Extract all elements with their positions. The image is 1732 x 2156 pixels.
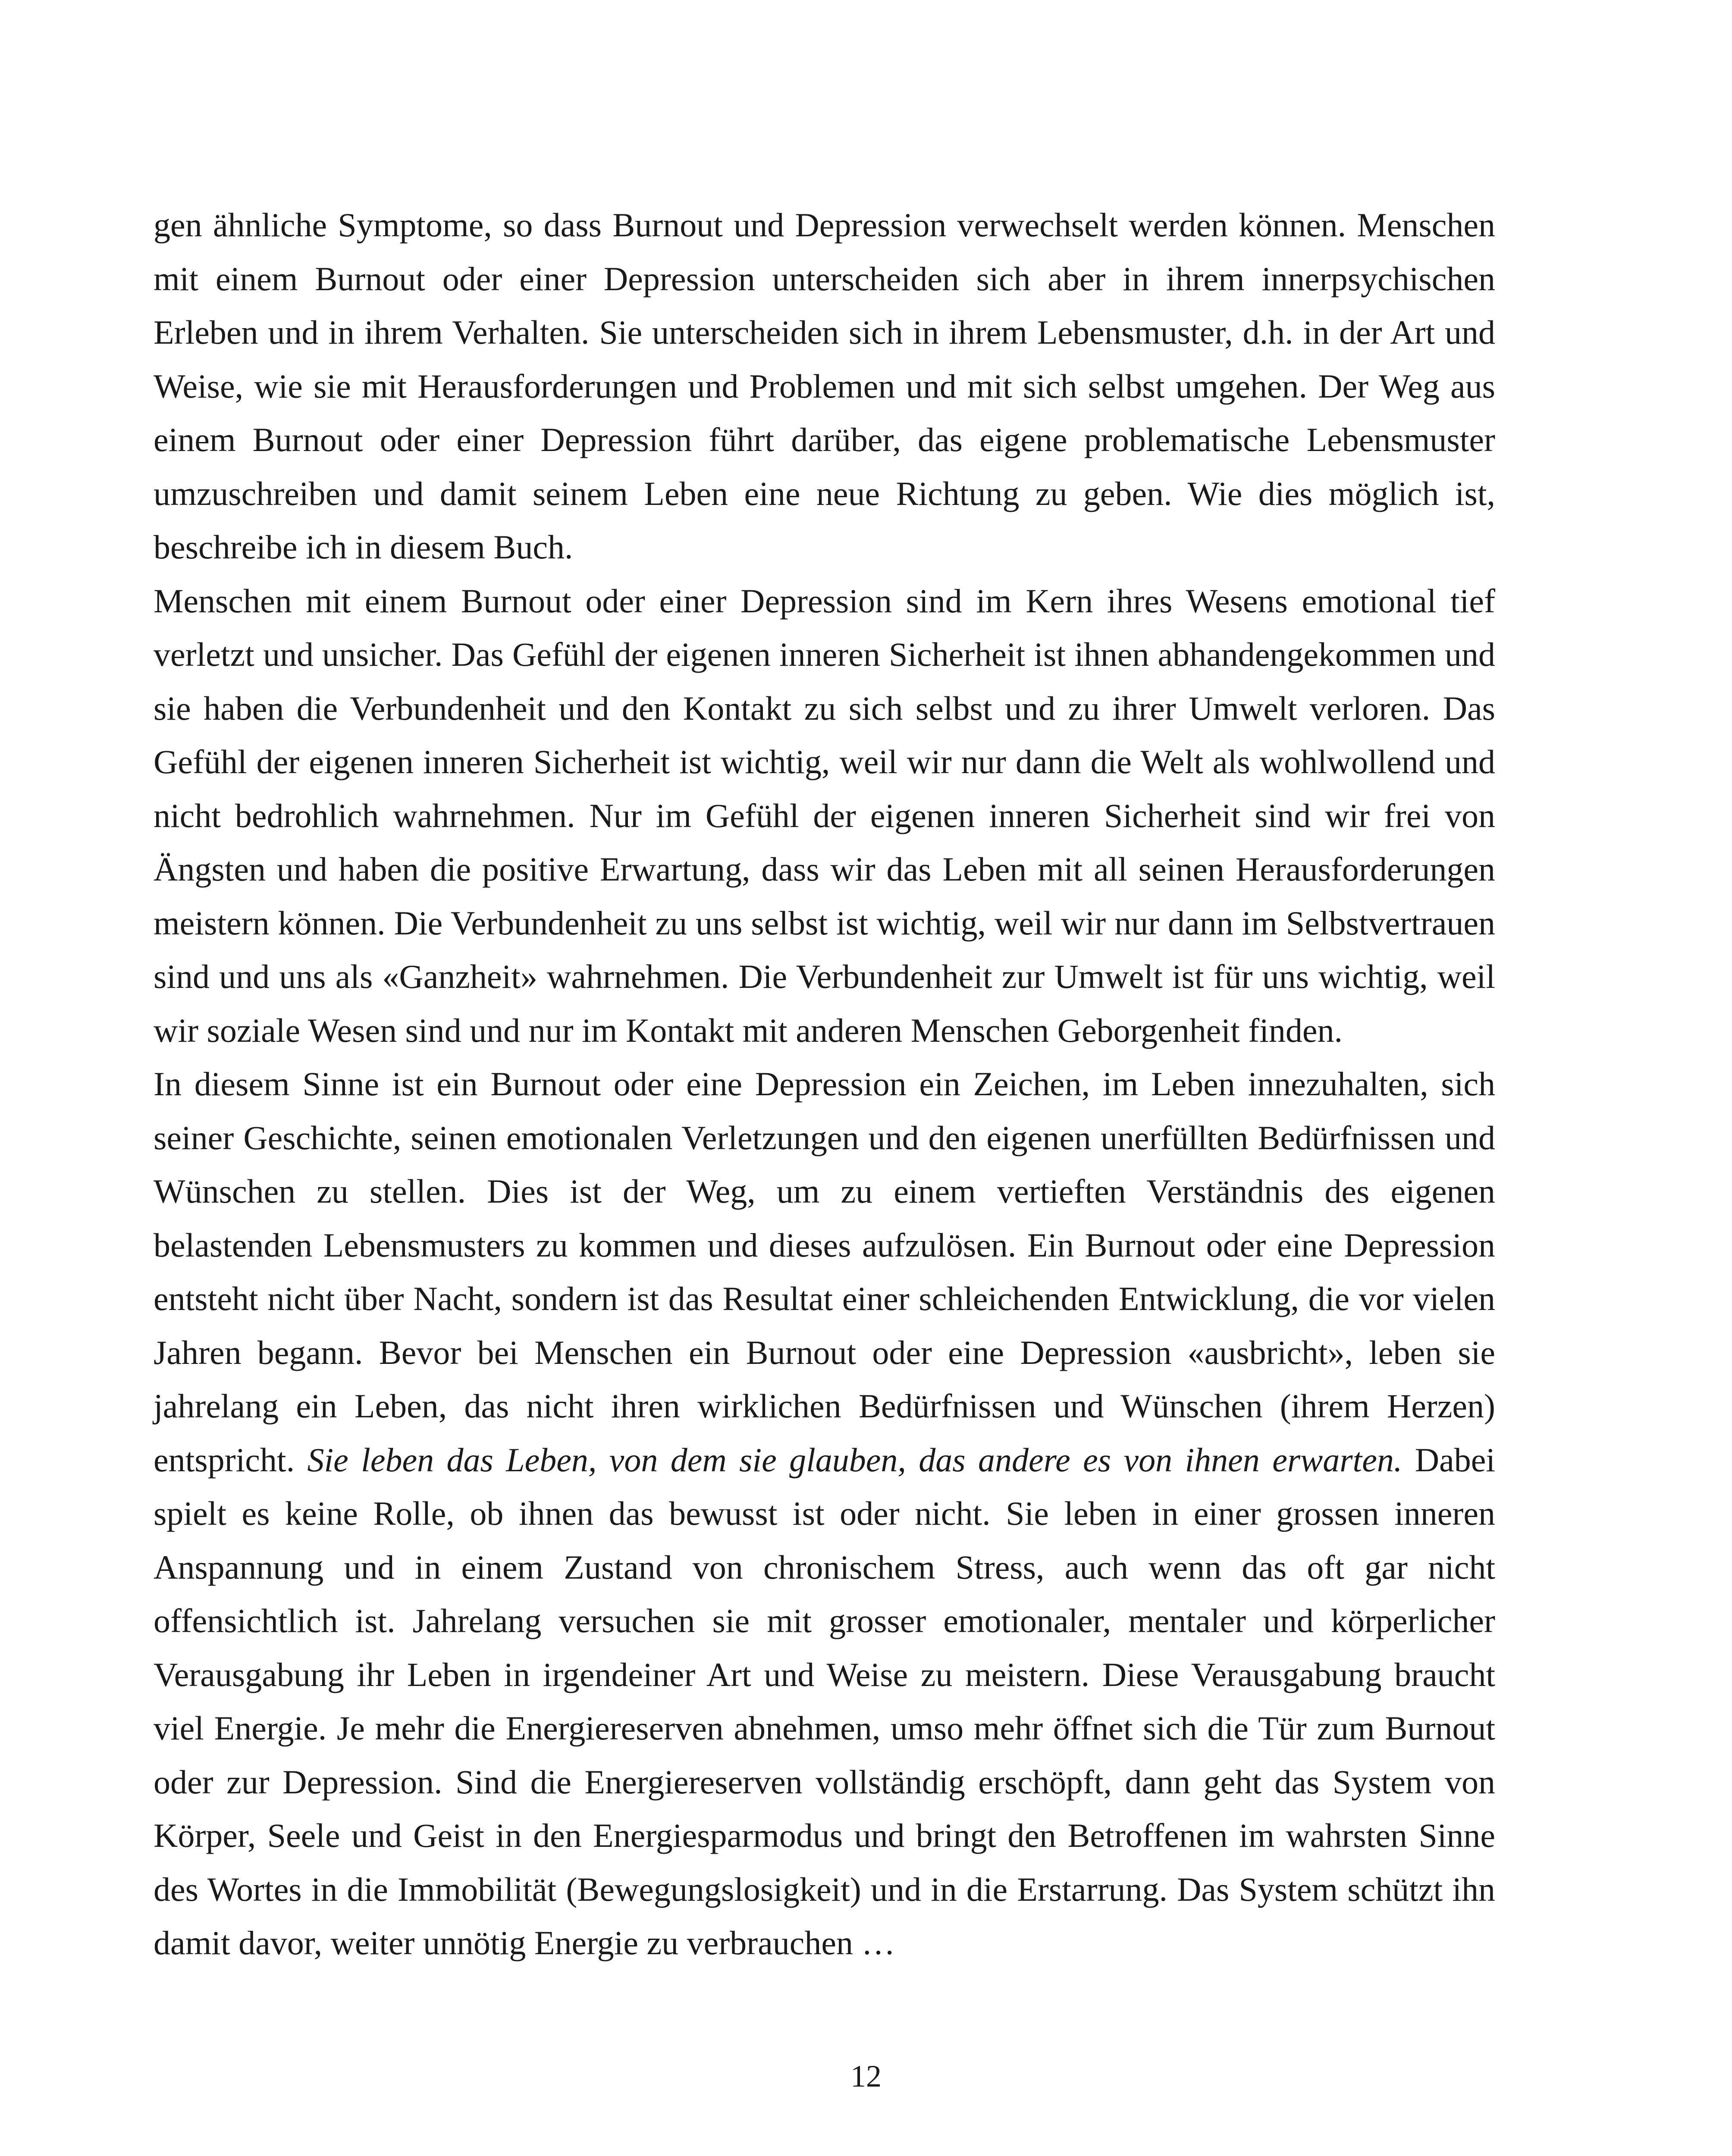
paragraph-1 [154,198,1495,574]
italic-emphasis: Sie leben das Leben, von dem sie glauben, das andere es von ihnen erwarten. [307,1441,1403,1479]
paragraph-text: gen ähnliche Symptome, so dass Burnout und Depression verwechselt werden können. Menschen mit einem Burnout oder einer Depression unterscheiden sich aber in ihrem innerpsychischen Erleben und in ihrem Verhalten. Sie unterscheiden sich in ihrem Lebensmuster, d.h. in der Art und Weise, wie sie mit Herausforderungen und Problemen und mit sich selbst umgehen. Der Weg aus einem Burnout oder einer Depression führt darüber, das eigene problematische Lebensmuster umzuschreiben und damit seinem Leben eine neue Richtung zu geben. Wie dies möglich ist, beschreibe ich in diesem Buch. [154,206,1495,566]
paragraph-3 [154,1057,1495,1970]
paragraph-2 [154,574,1495,1058]
page-number: 12 [850,2059,882,2093]
body-text [154,198,1495,1970]
paragraph-text: Menschen mit einem Burnout oder einer Depression sind im Kern ihres Wesens emotional tief verletzt und unsicher. Das Gefühl der eigenen inneren Sicherheit ist ihnen abhandengekommen und sie haben die Verbundenheit und den Kontakt zu sich selbst und zu ihrer Umwelt verloren. Das Gefühl der eigenen inneren Sicherheit ist wichtig, weil wir nur dann die Welt als wohlwollend und nicht bedrohlich wahrnehmen. Nur im Gefühl der eigenen inneren Sicherheit sind wir frei von Ängsten und haben die positive Erwartung, dass wir das Leben mit all seinen Herausforderungen meistern können. Die Verbundenheit zu uns selbst ist wichtig, weil wir nur dann im Selbstvertrauen sind und uns als «Ganzheit» wahrnehmen. Die Verbundenheit zur Umwelt ist für uns wichtig, weil wir soziale Wesen sind und nur im Kontakt mit anderen Menschen Geborgenheit finden. [154,582,1495,1049]
paragraph-text: Dabei spielt es keine Rolle, ob ihnen das bewusst ist oder nicht. Sie leben in einer grossen inneren Anspannung und in einem Zustand von chronischem Stress, auch wenn das oft gar nicht offensichtlich ist. Jahrelang versuchen sie mit grosser emotionaler, mentaler und körperlicher Verausgabung ihr Leben in irgendeiner Art und Weise zu meistern. Diese Verausgabung braucht viel Energie. Je mehr die Energiereserven abnehmen, umso mehr öffnet sich die Tür zum Burnout oder zur Depression. Sind die Energiereserven vollständig erschöpft, dann geht das System von Körper, Seele und Geist in den Energiesparmodus und bringt den Betroffenen im wahrsten Sinne des Wortes in die Immobilität (Bewegungslosigkeit) und in die Erstarrung. Das System schützt ihn damit davor, weiter unnötig Energie zu verbrauchen … [154,1441,1495,1962]
paragraph-text: In diesem Sinne ist ein Burnout oder eine Depression ein Zeichen, im Leben innezuhalten, sich seiner Geschichte, seinen emotionalen Verletzungen und den eigenen unerfüllten Bedürfnissen und Wünschen zu stellen. Dies ist der Weg, um zu einem vertieften Verständnis des eigenen belastenden Lebensmusters zu kommen und dieses aufzulösen. Ein Burnout oder eine Depression entsteht nicht über Nacht, sondern ist das Resultat einer schleichenden Entwicklung, die vor vielen Jahren begann. Bevor bei Menschen ein Burnout oder eine Depression «ausbricht», leben sie jahrelang ein Leben, das nicht ihren wirklichen Bedürfnissen und Wünschen (ihrem Herzen) entspricht. [154,1065,1495,1479]
